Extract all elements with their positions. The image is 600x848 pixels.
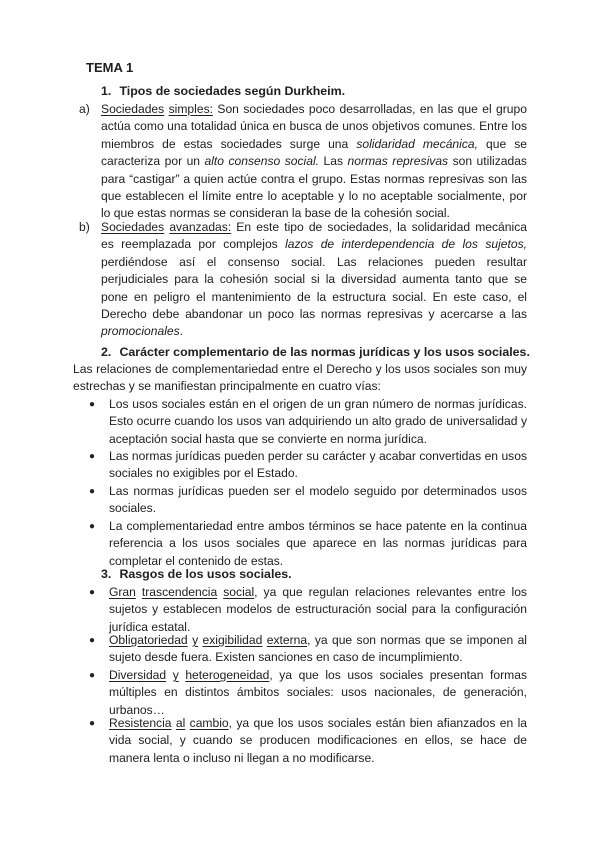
bullet-icon: ● bbox=[89, 718, 96, 729]
bullet-icon: ● bbox=[89, 587, 96, 598]
section-1-heading: 1. Tipos de sociedades según Durkheim. bbox=[101, 84, 346, 98]
bullet-icon: ● bbox=[89, 521, 96, 532]
s3-trait-1: Gran trascendencia social, ya que regulan relaciones relevantes entre los sujetos y establecen modelos de estructuración social para la configuración jurídica estatal. bbox=[109, 585, 527, 634]
bullet-icon: ● bbox=[89, 670, 96, 681]
s3-trait-3: Diversidad y heterogeneidad, ya que los usos sociales presentan formas múltiples en distintos ámbitos sociales: usos nacionales, de generación, urbanos… bbox=[109, 668, 527, 717]
section-2-heading: 2. Carácter complementario de las normas jurídicas y los usos sociales. bbox=[101, 345, 530, 359]
bullet-icon: ● bbox=[89, 399, 96, 410]
item-a-text: Sociedades simples: Son sociedades poco desarrolladas, en las que el grupo actúa como una totalidad única en busca de unos objetivos comunes. Entre los miembros de estas sociedades surge una solidaridad mecánica, que se caracteriza por un alto consenso social. Las normas represivas son utilizadas para “castigar” a quien actúe contra el grupo. Estas normas represivas son las que establecen el límite entre lo aceptable y lo no aceptable socialmente, por lo que estas normas se consideran la base de la cohesión social. bbox=[101, 102, 528, 221]
s2-bullet-2: Las normas jurídicas pueden perder su carácter y acabar convertidas en usos sociales no exigibles por el Estado. bbox=[109, 449, 527, 481]
bullet-icon: ● bbox=[89, 635, 96, 646]
page-title: TEMA 1 bbox=[86, 60, 134, 75]
s2-bullet-3: Las normas jurídicas pueden ser el modelo seguido por determinados usos sociales. bbox=[109, 484, 527, 516]
s3-trait-2: Obligatoriedad y exigibilidad externa, ya que son normas que se imponen al sujeto desde fuera. Existen sanciones en caso de incumplimiento. bbox=[109, 633, 527, 665]
bullet-icon: ● bbox=[89, 451, 96, 462]
bullet-icon: ● bbox=[89, 486, 96, 497]
s2-bullet-1: Los usos sociales están en el origen de un gran número de normas jurídicas. Esto ocurre cuando los usos van adquiriendo un alto grado de universalidad y aceptación social hasta que se convierte en norma jurídica. bbox=[109, 397, 527, 446]
item-b-text: Sociedades avanzadas: En este tipo de sociedades, la solidaridad mecánica es reemplazada por complejos lazos de interdependencia de los sujetos, perdiéndose así el consenso social. Las relaciones pueden resultar perjudiciales para la cohesión social si la diversidad aumenta tanto que se pone en peligro el mantenimiento de la estructura social. En este caso, el Derecho debe abandonar un poco las normas represivas y acercarse a las promocionales. bbox=[101, 220, 527, 339]
item-b-label: b) bbox=[79, 220, 90, 234]
s3-trait-4: Resistencia al cambio, ya que los usos sociales están bien afianzados en la vida social, y cuando se producen modificaciones en ellos, se hace de manera lenta o incluso ni llegan a no modificarse. bbox=[109, 716, 527, 765]
section-3-heading: 3. Rasgos de los usos sociales. bbox=[101, 567, 292, 581]
section-2-intro: Las relaciones de complementariedad entre el Derecho y los usos sociales son muy estrechas y se manifiestan principalmente en cuatro vías: bbox=[73, 362, 527, 394]
s2-bullet-4: La complementariedad entre ambos términos se hace patente en la continua referencia a los usos sociales que aparece en las normas jurídicas para completar el contenido de estas. bbox=[109, 519, 527, 568]
item-a-label: a) bbox=[79, 102, 90, 116]
